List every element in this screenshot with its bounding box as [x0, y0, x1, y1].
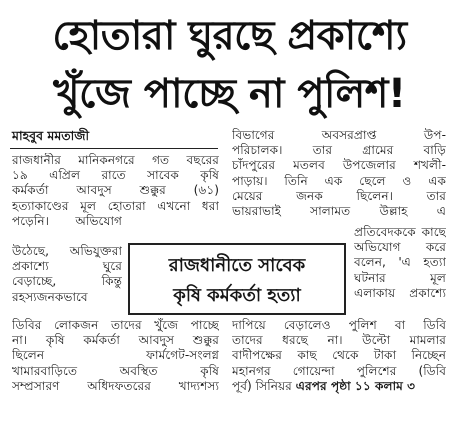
byline: মাহবুব মমতাজী [12, 128, 90, 143]
text-line: চাঁদপুরের মতলব উপজেলার শখলী- [232, 158, 446, 173]
text-line: প্রতিবেদককে কাছে [354, 225, 446, 239]
left-column-bottom [12, 318, 219, 394]
text-line: না। কৃষি কর্মকর্তা আবদুস শুক্কুর [12, 333, 219, 348]
headline-line-2: খুঁজে পাচ্ছে না পুলিশ! [53, 71, 406, 117]
text-line: ভায়রাভাই সালামত উল্লাহ এ [232, 203, 446, 218]
right-column-top [232, 128, 446, 219]
text-line: দাপিয়ে বেড়ালেও পুলিশ বা ডিবি [232, 318, 446, 332]
text-line: বাদীপক্ষের কাছ থেকে টাকা নিচ্ছেন [232, 348, 446, 363]
text-line: বিভাগের অবসরপ্রাপ্ত উপ- [232, 128, 446, 142]
right-column-mid [354, 225, 446, 301]
text-line: মেয়ের জনক ছিলেন। তার [232, 188, 446, 203]
text-line: ছিলেন ফার্মগেট-সংলগ্ন [12, 348, 219, 363]
text-line: মহানগর গোয়েন্দা পুলিশের (ডিবি [232, 363, 446, 378]
text-line: ১৯ এপ্রিল রাতে সাবেক কৃষি [12, 168, 219, 183]
text-line: রাজধানীর মানিকনগরে গত বছরের [12, 153, 219, 167]
text-line: সম্প্রসারণ অধিদফতরের খাদ্যশস্য [12, 378, 219, 393]
right-column-bottom [232, 318, 446, 394]
inset-line-2: কৃষি কর্মকর্তা হত্যা [173, 285, 301, 306]
text-line: খামারবাড়িতে অবস্থিত কৃষি [12, 363, 219, 378]
inset-line-1: রাজধানীতে সাবেক [168, 255, 306, 276]
text-line: পাড়ায়। তিনি এক ছেলে ও এক [232, 173, 446, 188]
jump-to-page-link[interactable]: এরপর পৃষ্ঠা ১১ কলাম ৩ [295, 378, 416, 393]
inset-box [128, 243, 346, 315]
text-line: উঠেছে, অভিযুক্তরা [12, 244, 122, 258]
text-line: ডিবির লোকজন তাদের খুঁজে পাচ্ছে [12, 318, 219, 332]
text-line: প্রকাশ্যে ঘুরে [12, 259, 122, 274]
text-line: পড়েনি। অভিযোগ [12, 213, 122, 228]
text-line: পরিচালক। তার গ্রামের বাড়ি [232, 143, 446, 158]
headline-line-1: হোতারা ঘুরছে প্রকাশ্যে [52, 13, 407, 59]
byline-rule [10, 148, 218, 149]
text-line-tail: পূর্ব) সিনিয়র [232, 378, 292, 393]
text-line: হত্যাকাণ্ডের মূল হোতারা এখনো ধরা [12, 198, 219, 213]
text-line: কর্মকর্তা আবদুস শুক্কুর (৬১) [12, 183, 219, 198]
text-line: অভিযোগ করে [354, 240, 446, 255]
text-line: ঘটনার মূল [354, 270, 446, 285]
text-line: রহস্যজনকভাবে [12, 289, 88, 304]
text-line-last [232, 379, 446, 394]
left-column-top [12, 153, 219, 229]
text-line: বলেন, 'এ হত্যা [354, 255, 446, 270]
text-line: তাদের ধরছে না। উল্টো মামলার [232, 333, 446, 348]
text-line: বেড়াচ্ছে, কিন্তু [12, 274, 122, 289]
left-column-mid [12, 244, 122, 305]
text-line: এলাকায় প্রকাশ্যে [354, 285, 446, 300]
